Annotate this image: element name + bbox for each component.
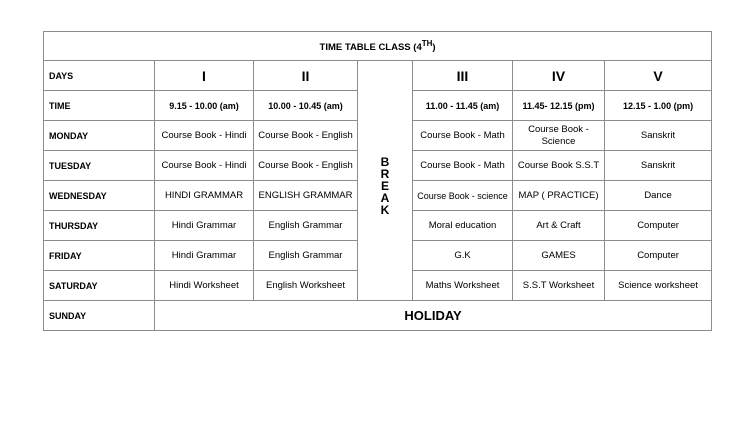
row-label-wednesday: WEDNESDAY	[44, 181, 155, 211]
title-close: )	[432, 42, 436, 54]
row-label-days: DAYS	[44, 61, 155, 91]
row-label-monday: MONDAY	[44, 121, 155, 151]
period-header: I	[155, 61, 254, 91]
row-label-time: TIME	[44, 91, 155, 121]
subject-cell: Course Book S.S.T	[513, 151, 605, 181]
subject-cell: Computer	[605, 211, 712, 241]
break-letter: E	[380, 178, 389, 193]
subject-cell: S.S.T Worksheet	[513, 271, 605, 301]
subject-cell: HINDI GRAMMAR	[155, 181, 254, 211]
table-row	[44, 301, 712, 331]
timetable-title	[44, 32, 712, 61]
subject-cell: Course Book - Hindi	[155, 121, 254, 151]
subject-cell: Course Book - Math	[413, 121, 513, 151]
subject-cell: Sanskrit	[605, 151, 712, 181]
subject-cell: Hindi Worksheet	[155, 271, 254, 301]
break-column	[358, 61, 413, 301]
break-letter: A	[380, 190, 390, 205]
subject-cell: Course Book - Hindi	[155, 151, 254, 181]
time-cell: 11.45- 12.15 (pm)	[513, 91, 605, 121]
subject-cell: Hindi Grammar	[155, 211, 254, 241]
subject-cell: MAP ( PRACTICE)	[513, 181, 605, 211]
subject-cell: ENGLISH GRAMMAR	[254, 181, 358, 211]
row-label-friday: FRIDAY	[44, 241, 155, 271]
break-letter: K	[380, 202, 390, 217]
time-cell: 11.00 - 11.45 (am)	[413, 91, 513, 121]
period-header: II	[254, 61, 358, 91]
subject-cell: Course Book - English	[254, 121, 358, 151]
period-header: V	[605, 61, 712, 91]
subject-cell: GAMES	[513, 241, 605, 271]
break-letter: B	[380, 154, 390, 169]
time-cell: 12.15 - 1.00 (pm)	[605, 91, 712, 121]
title-superscript: TH	[421, 38, 433, 48]
subject-cell: Hindi Grammar	[155, 241, 254, 271]
period-header: III	[413, 61, 513, 91]
subject-cell: English Grammar	[254, 241, 358, 271]
subject-cell: English Worksheet	[254, 271, 358, 301]
title-text: TIME TABLE CLASS (4	[319, 42, 422, 54]
subject-cell: Maths Worksheet	[413, 271, 513, 301]
timetable	[43, 31, 712, 331]
row-label-sunday: SUNDAY	[44, 301, 155, 331]
subject-cell: Moral education	[413, 211, 513, 241]
row-label-tuesday: TUESDAY	[44, 151, 155, 181]
subject-cell: Computer	[605, 241, 712, 271]
subject-cell: G.K	[413, 241, 513, 271]
subject-cell: Course Book - Math	[413, 151, 513, 181]
time-cell: 10.00 - 10.45 (am)	[254, 91, 358, 121]
break-letter: R	[380, 166, 390, 181]
subject-cell: Course Book - science	[413, 181, 513, 211]
holiday-cell: HOLIDAY	[155, 301, 712, 331]
subject-cell: English Grammar	[254, 211, 358, 241]
row-label-saturday: SATURDAY	[44, 271, 155, 301]
time-cell: 9.15 - 10.00 (am)	[155, 91, 254, 121]
row-label-thursday: THURSDAY	[44, 211, 155, 241]
period-header: IV	[513, 61, 605, 91]
table-row	[44, 61, 712, 91]
subject-cell: Science worksheet	[605, 271, 712, 301]
subject-cell: Art & Craft	[513, 211, 605, 241]
subject-cell: Dance	[605, 181, 712, 211]
subject-cell: Sanskrit	[605, 121, 712, 151]
subject-cell: Course Book - Science	[513, 121, 605, 151]
subject-cell: Course Book - English	[254, 151, 358, 181]
